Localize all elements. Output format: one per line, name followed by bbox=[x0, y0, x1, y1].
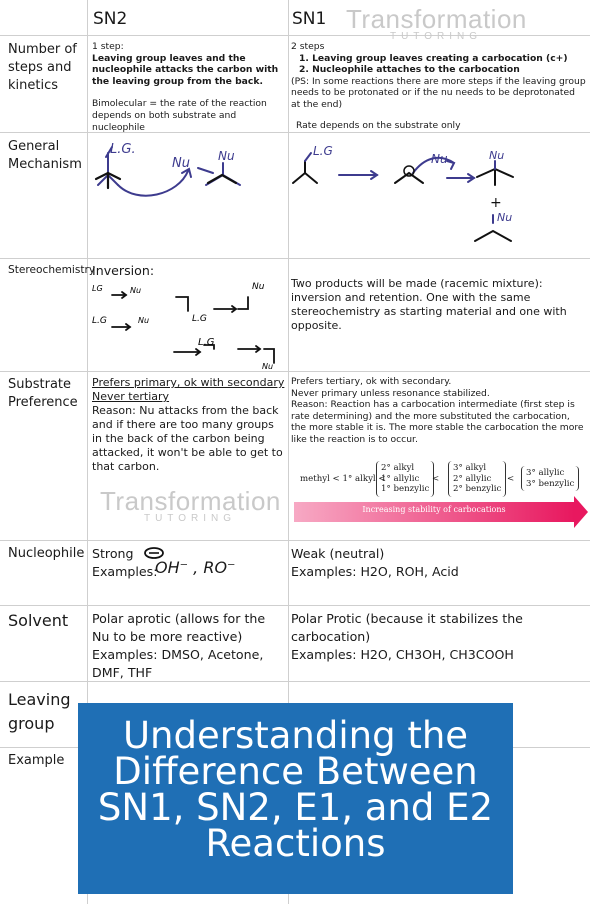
sn1-product-nu-1: Nu bbox=[489, 149, 505, 162]
banner-title: Understanding the Difference Between SN1, SN2, E1, and E2 Reactions bbox=[97, 714, 494, 865]
sn2-substrate-reason: Reason: Nu attacks from the back and if there are too many groups in the back of the carbon being attacked, it won't be able to get to that carbon. bbox=[92, 404, 283, 473]
sn1-steps-cell bbox=[291, 41, 587, 131]
row-label-example: Example bbox=[8, 753, 65, 768]
row-label-mechanism: General Mechanism bbox=[8, 139, 82, 172]
formula-group-1-item: 1° allylic bbox=[381, 473, 420, 484]
sn1-nucleophile-weak: Weak (neutral) bbox=[291, 546, 385, 561]
stability-arrow-label: Increasing stability of carbocations bbox=[362, 505, 506, 514]
sn2-steps-cell bbox=[92, 41, 284, 133]
sn1-nu-label: Nu bbox=[431, 152, 448, 166]
sn2-solvent-examples: Examples: DMSO, Acetone, DMF, THF bbox=[92, 647, 264, 680]
sn1-kinetics: Rate depends on the substrate only bbox=[296, 119, 461, 131]
row-label-substrate: Substrate Preference bbox=[8, 377, 78, 410]
row-label-solvent: Solvent bbox=[8, 611, 69, 630]
sn2-solvent-text: Polar aprotic (allows for the Nu to be more reactive) bbox=[92, 611, 266, 644]
watermark-title-2: Transformation bbox=[100, 486, 281, 516]
sn2-steps-count: 1 step: bbox=[92, 41, 124, 52]
stability-arrow-head bbox=[574, 496, 588, 528]
sn2-solvent-cell bbox=[92, 610, 286, 682]
sn1-nucleophile-examples: Examples: H2O, ROH, Acid bbox=[291, 564, 459, 579]
stereo-lg-3: L.G bbox=[192, 314, 207, 324]
formula-less-than-2: < bbox=[507, 474, 515, 484]
sn2-stereo-title: Inversion: bbox=[92, 263, 155, 278]
formula-less-than-1: < bbox=[432, 474, 440, 484]
watermark-title: Transformation bbox=[346, 4, 527, 34]
stereo-lg-4: L.G bbox=[198, 337, 215, 348]
stereo-nu-1: Nu bbox=[130, 286, 142, 295]
sn1-substrate-cell bbox=[291, 376, 587, 446]
sn1-mechanism-drawing bbox=[289, 133, 589, 258]
sn2-stereo-drawing bbox=[88, 277, 288, 372]
sn1-solvent-examples: Examples: H2O, CH3OH, CH3COOH bbox=[291, 647, 514, 662]
sn2-nu-label: Nu bbox=[172, 156, 190, 171]
sn1-substrate-never: Never primary unless resonance stabilized. bbox=[291, 387, 490, 399]
formula-group-2-item: 3° alkyl bbox=[453, 463, 487, 473]
sn2-lg-label: L.G. bbox=[110, 142, 136, 157]
formula-group-3-item: 3° benzylic bbox=[526, 478, 575, 489]
formula-group-1-item: 1° benzylic bbox=[381, 484, 430, 494]
sn1-product-nu-2: Nu bbox=[497, 211, 513, 224]
formula-group-1-item: 2° alkyl bbox=[381, 463, 415, 473]
grid-line bbox=[0, 605, 590, 606]
row-label-stereo: Stereochemistry bbox=[8, 264, 96, 276]
sn2-product-nu: Nu bbox=[218, 149, 235, 163]
sn2-mechanism-drawing bbox=[88, 133, 288, 258]
sn2-steps-detail: Leaving group leaves and the nucleophile attacks the carbon with the leaving group from the back. bbox=[92, 52, 279, 87]
formula-group-2 bbox=[448, 461, 506, 497]
formula-group-3-item: 3° allylic bbox=[526, 468, 565, 478]
formula-group-2-item: 2° benzylic bbox=[453, 484, 502, 494]
sn1-stereo-text: Two products will be made (racemic mixture): inversion and retention. One with the same stereochemistry as starting material and one with opposite. bbox=[291, 277, 567, 332]
stereo-nu-3: Nu bbox=[252, 282, 265, 292]
sn2-substrate-cell bbox=[92, 376, 286, 474]
row-label-nucleophile: Nucleophile bbox=[8, 546, 85, 561]
sn1-ps-note: (PS: In some reactions there are more steps if the leaving group needs to be protonated or if the nu needs to be deprotonated at the end) bbox=[291, 75, 586, 110]
sn2-header: SN2 bbox=[93, 9, 128, 29]
stereo-lg-2: L.G bbox=[92, 316, 107, 326]
sn1-step-1: 1. Leaving group leaves creating a carbocation (c+) bbox=[299, 52, 568, 64]
stereo-nu-4: Nu bbox=[262, 362, 274, 371]
watermark-logo bbox=[346, 4, 526, 42]
sn1-steps-count: 2 steps bbox=[291, 41, 325, 52]
sn2-nucleophile-strong: Strong bbox=[92, 546, 134, 561]
grid-line bbox=[0, 681, 590, 682]
watermark-sub-2: TUTORING bbox=[143, 513, 237, 524]
row-label-leaving-group: Leaving group bbox=[8, 690, 71, 733]
grid-line bbox=[0, 258, 590, 259]
watermark-sub: TUTORING bbox=[389, 31, 483, 42]
formula-methyl: methyl < 1° alkyl < bbox=[300, 474, 386, 484]
sn1-plus-sign: + bbox=[490, 195, 502, 211]
sn1-step-2: 2. Nucleophile attaches to the carbocation bbox=[299, 64, 520, 76]
sn1-substrate-reason: Reason: Reaction has a carbocation intermediate (first step is rate determining) and the more substituted the carbocation, the more stable it is. The more stable the carbocation the more like the reaction is to occur. bbox=[291, 399, 584, 445]
row-label-steps: Number of steps and kinetics bbox=[8, 42, 77, 93]
sn1-solvent-text: Polar Protic (because it stabilizes the carbocation) bbox=[291, 611, 523, 644]
sn2-nucleophile-handwritten: OH⁻ , RO⁻ bbox=[155, 558, 236, 577]
stereo-lg-1: LG bbox=[92, 284, 103, 293]
formula-group-1 bbox=[376, 461, 434, 497]
sn2-substrate-never: Never tertiary bbox=[92, 390, 170, 403]
sn1-lg-label: L.G bbox=[313, 144, 333, 158]
watermark-logo-2 bbox=[100, 486, 280, 524]
carbocation-charge bbox=[404, 166, 414, 176]
sn2-substrate-pref: Prefers primary, ok with secondary bbox=[92, 376, 285, 389]
sn1-solvent-cell bbox=[291, 610, 589, 664]
sn1-header: SN1 bbox=[292, 9, 327, 29]
sn1-substrate-pref: Prefers tertiary, ok with secondary. bbox=[291, 376, 452, 387]
formula-group-2-item: 2° allylic bbox=[453, 473, 492, 484]
formula-group-3 bbox=[521, 466, 579, 491]
stereo-nu-2: Nu bbox=[138, 316, 150, 325]
grid-line bbox=[0, 540, 590, 541]
sn2-kinetics: Bimolecular = the rate of the reaction depends on both substrate and nucleophile bbox=[92, 98, 267, 133]
sn2-nucleophile-examples: Examples: bbox=[92, 564, 158, 579]
